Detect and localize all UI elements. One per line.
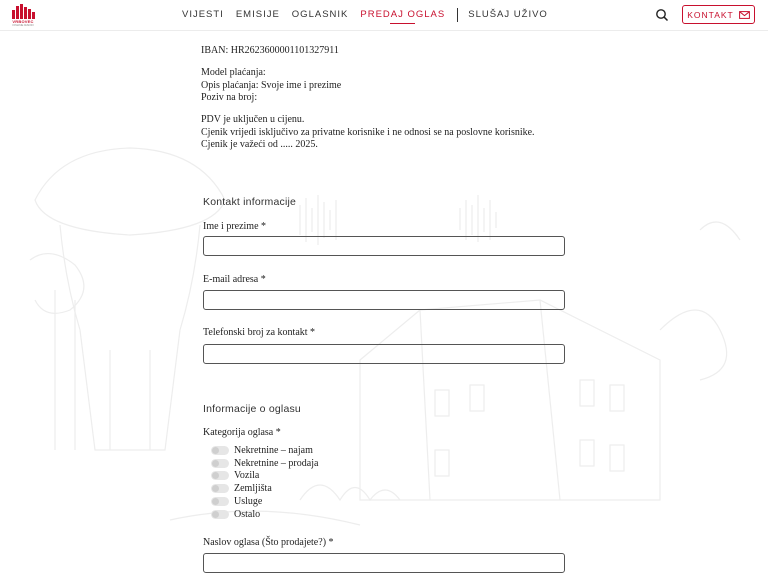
logo-name: VRBOVEC: [12, 19, 34, 24]
category-option-usluge[interactable]: [211, 495, 318, 508]
email-label: E-mail adresa *: [203, 274, 266, 285]
toggle-icon[interactable]: [211, 446, 229, 455]
iban-text: IBAN: HR2623600001101327911: [201, 45, 339, 56]
toggle-icon[interactable]: [211, 510, 229, 519]
contact-section-title: Kontakt informacije: [203, 196, 297, 208]
headline-input[interactable]: [203, 553, 565, 573]
vat-note: PDV je uključen u cijenu.: [201, 114, 305, 125]
contact-button[interactable]: [682, 5, 755, 24]
email-input[interactable]: [203, 290, 565, 310]
toggle-icon[interactable]: [211, 484, 229, 493]
payment-description: Opis plaćanja: Svoje ime i prezime: [201, 79, 342, 91]
phone-label: Telefonski broj za kontakt *: [203, 327, 316, 338]
valid-from-note: Cjenik je važeći od ..... 2025.: [201, 139, 318, 151]
payment-model: Model plaćanja:: [201, 67, 266, 78]
contact-button-label: KONTAKT: [687, 9, 734, 20]
category-option-label: Zemljišta: [234, 483, 272, 495]
category-option-vozila[interactable]: [211, 470, 318, 483]
payment-info-details: [201, 67, 341, 105]
main-nav: [182, 0, 560, 30]
category-option-label: Nekretnine – prodaja: [234, 457, 319, 469]
category-option-label: Vozila: [234, 470, 260, 482]
site-header: [0, 0, 768, 31]
search-icon: [655, 8, 669, 22]
category-option-najam[interactable]: [211, 444, 318, 457]
category-option-prodaja[interactable]: [211, 457, 318, 470]
payment-info-iban: [201, 45, 339, 58]
pricing-note: Cjenik vrijedi isključivo za privatne korisnike i ne odnosi se na poslovne korisnike.: [201, 126, 535, 138]
nav-slusaj-uzivo[interactable]: SLUŠAJ UŽIVO: [468, 9, 548, 20]
logo-tagline: ONLINE RADIO: [12, 23, 34, 27]
category-option-label: Nekretnine – najam: [234, 444, 313, 456]
mail-icon: [739, 11, 750, 19]
nav-emisije[interactable]: EMISIJE: [235, 9, 280, 20]
pricing-notes: [201, 114, 535, 152]
category-option-label: Usluge: [234, 496, 263, 508]
ad-section-title: Informacije o oglasu: [203, 403, 301, 415]
nav-divider: [457, 8, 458, 22]
search-button[interactable]: [655, 8, 669, 22]
phone-input[interactable]: [203, 344, 565, 364]
nav-predaj-oglas[interactable]: PREDAJ OGLAS: [360, 0, 445, 30]
toggle-icon[interactable]: [211, 497, 229, 506]
name-label: Ime i prezime *: [203, 221, 267, 232]
headline-label: Naslov oglasa (Što prodajete?) *: [203, 537, 334, 548]
category-option-zemljista[interactable]: [211, 482, 318, 495]
toggle-icon[interactable]: [211, 471, 229, 480]
category-option-ostalo[interactable]: [211, 508, 318, 521]
category-option-label: Ostalo: [234, 508, 261, 520]
site-logo[interactable]: [10, 4, 36, 26]
category-label: Kategorija oglasa *: [203, 427, 281, 438]
toggle-icon[interactable]: [211, 459, 229, 468]
nav-vijesti[interactable]: VIJESTI: [182, 9, 224, 20]
name-input[interactable]: [203, 236, 565, 256]
logo-bars-icon: [10, 4, 36, 19]
payment-reference: Poziv na broj:: [201, 92, 258, 104]
category-options: [211, 444, 318, 521]
nav-oglasnik[interactable]: OGLASNIK: [291, 9, 349, 20]
